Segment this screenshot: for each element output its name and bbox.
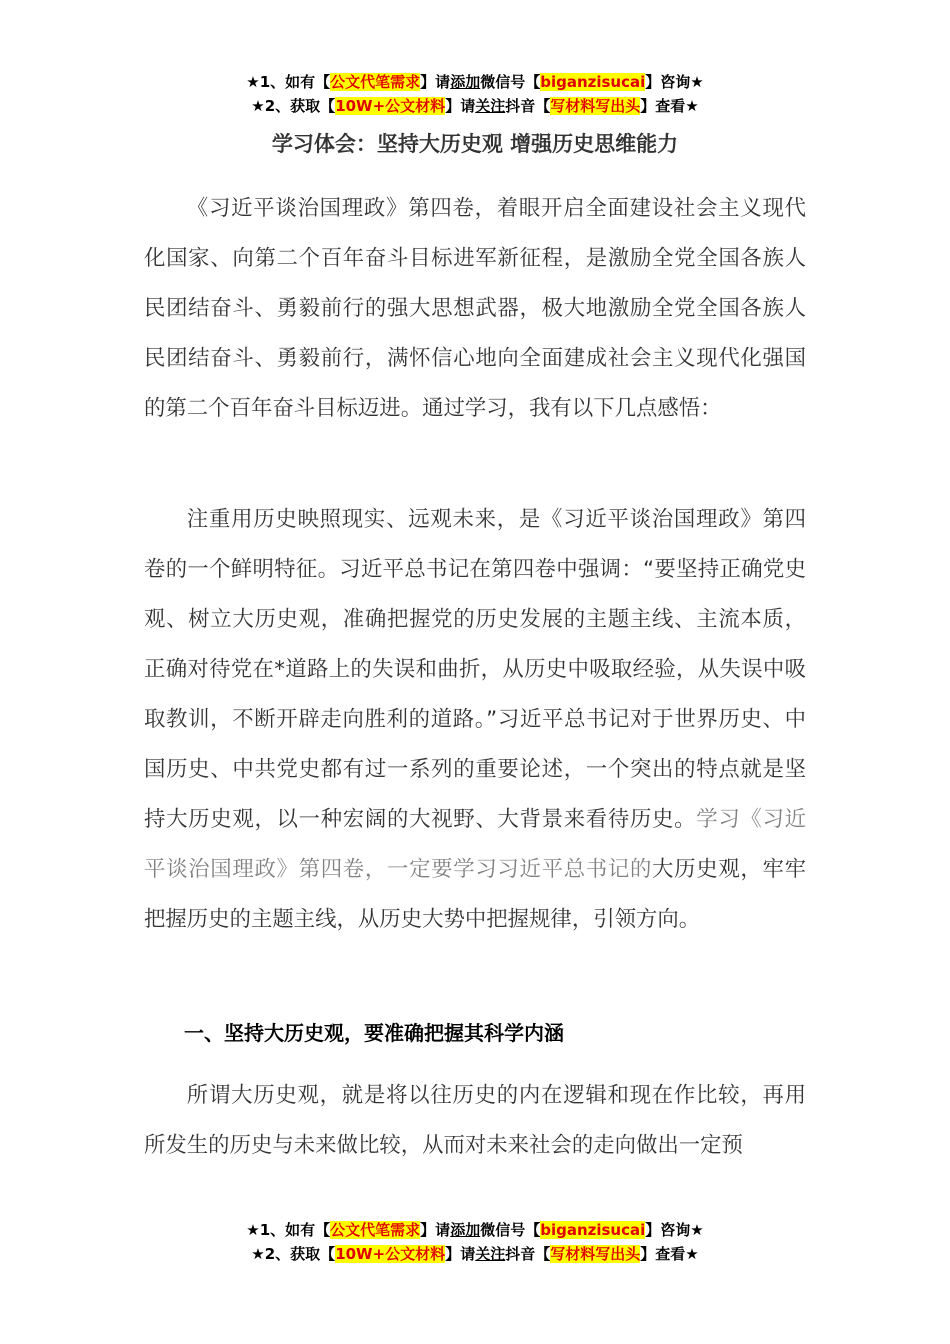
promo-text: 】查看★ [640, 97, 699, 115]
promo-line-1 [0, 1218, 950, 1242]
promo-underline: 添加 [450, 73, 481, 91]
promo-text: ★1、如有【 [246, 73, 331, 91]
promo-banner-bottom [0, 1218, 950, 1266]
paragraph-text-tail: 大历史观，牢牢把握历史的主题主线，从历史大势中把握规律，引领方向。 [144, 857, 806, 932]
promo-text: 抖音【 [505, 1245, 551, 1263]
promo-banner-top [0, 70, 950, 118]
promo-highlight: 写材料写出头 [550, 97, 641, 115]
promo-text: 微信号【 [480, 1221, 541, 1239]
promo-text: ★2、获取【 [251, 1245, 336, 1263]
paragraph-text: 《习近平谈治国理政》第四卷，着眼开启全面建设社会主义现代化国家、向第二个百年奋斗目标进军新征程，是激励全党全国各族人民团结奋斗、勇毅前行的强大思想武器，极大地激励全党全国各族人民团结奋斗、勇毅前行，满怀信心地向全面建成社会主义现代化强国的第二个百年奋斗目标迈进。通过学习，我有以下几点感悟： [144, 196, 806, 421]
section-heading [144, 1018, 806, 1048]
promo-highlight: 写材料写出头 [550, 1245, 641, 1263]
promo-text: 】请 [445, 97, 476, 115]
document-title: 学习体会：坚持大历史观 增强历史思维能力 [271, 132, 679, 156]
paragraph-text: 所谓大历史观，就是将以往历史的内在逻辑和现在作比较，再用所发生的历史与未来做比较，从而对未来社会的走向做出一定预 [144, 1083, 806, 1158]
paragraph-definition [144, 1071, 806, 1171]
promo-highlight: biganzisucai [540, 1221, 646, 1239]
promo-text: 】请 [445, 1245, 476, 1263]
paragraph-history-view [144, 495, 806, 945]
promo-highlight: 公文代笔需求 [330, 1221, 421, 1239]
promo-underline: 关注 [475, 97, 506, 115]
promo-line-2 [0, 94, 950, 118]
promo-line-1 [0, 70, 950, 94]
promo-text: 】咨询★ [645, 73, 704, 91]
promo-highlight: 公文代笔需求 [330, 73, 421, 91]
promo-highlight: biganzisucai [540, 73, 646, 91]
promo-text: 】请 [420, 73, 451, 91]
paragraph-text-main: 注重用历史映照现实、远观未来，是《习近平谈治国理政》第四卷的一个鲜明特征。习近平总书记在第四卷中强调：“要坚持正确党史观、树立大历史观，准确把握党的历史发展的主题主线、主流本质，正确对待党在*道路上的失误和曲折，从历史中吸取经验，从失误中吸取教训，不断开辟走向胜利的道路。”习近平总书记对于世界历史、中国历史、中共党史都有过一系列的重要论述，一个突出的特点就是坚持大历史观，以一种宏阔的大视野、大背景来看待历史。 [144, 507, 806, 832]
promo-text: 】查看★ [640, 1245, 699, 1263]
promo-line-2 [0, 1242, 950, 1266]
promo-text: 抖音【 [505, 97, 551, 115]
promo-underline: 关注 [475, 1245, 506, 1263]
promo-text: ★1、如有【 [246, 1221, 331, 1239]
promo-text: 微信号【 [480, 73, 541, 91]
promo-underline: 添加 [450, 1221, 481, 1239]
paragraph-text-gray: 学习《习近平谈治国理政》第四卷，一定要学习习近平总书记的 [144, 807, 806, 882]
promo-highlight: 10W+公文材料 [335, 97, 446, 115]
promo-text: 】咨询★ [645, 1221, 704, 1239]
promo-highlight: 10W+公文材料 [335, 1245, 446, 1263]
promo-text: ★2、获取【 [251, 97, 336, 115]
paragraph-intro [144, 184, 806, 434]
section-heading-text: 一、坚持大历史观，要准确把握其科学内涵 [184, 1021, 564, 1045]
promo-text: 】请 [420, 1221, 451, 1239]
paragraph-text [144, 495, 806, 945]
